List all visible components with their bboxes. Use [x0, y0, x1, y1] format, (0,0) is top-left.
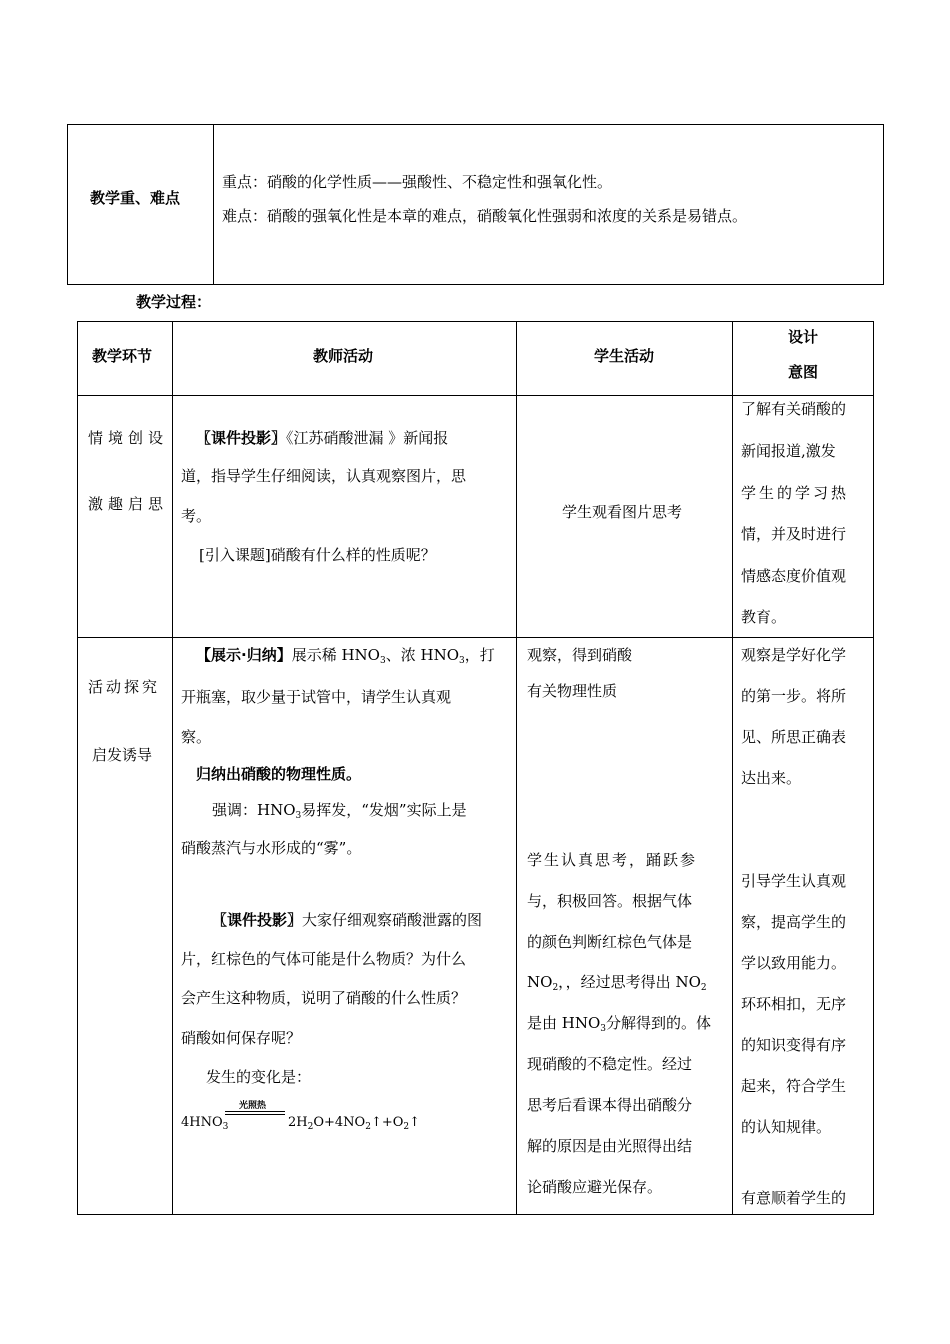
row2-summary: 归纳出硝酸的物理性质。	[196, 765, 362, 783]
header-intent-1: 设计	[788, 328, 819, 346]
row1-stage-line1: 情境创设	[88, 429, 169, 447]
key-point-line: 重点：硝酸的化学性质——强酸性、不稳定性和强氧化性。	[222, 173, 613, 191]
row2-student-rest-2: 解的原因是由光照得出结	[527, 1137, 693, 1155]
row-divider-1	[77, 395, 874, 396]
equation-arrow-line	[225, 1111, 285, 1115]
equation-right: $2H_2O+4NO_2↑+O_2↑$	[288, 1115, 421, 1132]
row2-stage-line2: 启发诱导	[92, 746, 153, 764]
equation-left: $4HNO_3$	[181, 1115, 229, 1132]
courseware-label: 〖课件投影〗	[196, 429, 287, 447]
row2-student-rest-0: 现硝酸的不稳定性。经过	[527, 1055, 693, 1073]
row2-projection-line1: 〖课件投影〗大家仔细观察硝酸泄露的图	[212, 911, 483, 929]
col-divider-1	[172, 321, 173, 1215]
row2-intent-b-6: 的认知规律。	[741, 1118, 832, 1136]
header-teacher: 教师活动	[313, 347, 374, 365]
row2-stage-line1: 活动探究	[88, 678, 161, 696]
difficult-point-line: 难点：硝酸的强氧化性是本章的难点，硝酸氧化性强弱和浓度的关系是易错点。	[222, 207, 748, 225]
row1-teacher-line1: 〖课件投影〗《江苏硝酸泄漏 》新闻报	[196, 429, 449, 447]
row1-stage-line2: 激趣启思	[88, 495, 169, 513]
row1-intent-0: 了解有关硝酸的	[741, 400, 847, 418]
row2-student-think-0: 学生认真思考，踊跃参	[527, 851, 698, 869]
header-intent-2: 意图	[788, 363, 819, 381]
process-heading: 教学过程：	[136, 293, 212, 311]
row1-intent-2: 学生的学习热	[741, 484, 850, 502]
row1-teacher-line3: 考。	[181, 507, 212, 525]
row1-teacher-line4: [引入课题]硝酸有什么样的性质呢？	[199, 546, 436, 564]
row2-intent-b-3: 环环相扣，无序	[741, 995, 847, 1013]
row2-emphasis-line2: 硝酸蒸汽与水形成的“雾”。	[181, 839, 362, 857]
row2-emphasis-line1: 强调：$HNO_3$易挥发，“发烟”实际上是	[212, 801, 467, 821]
key-points-divider	[213, 124, 214, 285]
row2-intent-a-3: 达出来。	[741, 769, 802, 787]
row2-show-line2: 开瓶塞，取少量于试管中，请学生认真观	[181, 688, 452, 706]
row2-intent-a-2: 见、所思正确表	[741, 728, 847, 746]
row2-student-no2: $NO_2$，，经过思考得出 $NO_2$	[527, 973, 707, 993]
row2-intent-b-2: 学以致用能力。	[741, 954, 847, 972]
courseware-label-2: 〖课件投影〗	[212, 911, 303, 929]
row1-intent-3: 情，并及时进行	[741, 525, 847, 543]
row2-student-think-1: 与，积极回答。根据气体	[527, 892, 693, 910]
row1-intent-5: 教育。	[741, 608, 787, 626]
row-divider-2	[77, 637, 874, 638]
row2-student-rest-1: 思考后看课本得出硝酸分	[527, 1096, 693, 1114]
decomposition-equation	[181, 1098, 511, 1138]
row2-student-think-2: 的颜色判断红棕色气体是	[527, 933, 693, 951]
key-points-label: 教学重、难点	[90, 189, 181, 207]
row2-intent-b-0: 引导学生认真观	[741, 872, 847, 890]
row2-projection-line2: 片，红棕色的气体可能是什么物质？为什么	[181, 950, 467, 968]
show-summary-label: 【展示·归纳】	[196, 646, 292, 664]
row2-show-line3: 察。	[181, 728, 212, 746]
row2-intent-b-5: 起来，符合学生	[741, 1077, 847, 1095]
row1-intent-1: 新闻报道,激发	[741, 442, 836, 460]
row2-change-label: 发生的变化是：	[206, 1068, 312, 1086]
row1-teacher-line2: 道，指导学生仔细阅读，认真观察图片，思	[181, 467, 467, 485]
row2-student-obs-1: 观察，得到硝酸	[527, 646, 633, 664]
row2-student-rest-3: 论硝酸应避光保存。	[527, 1178, 663, 1196]
row2-intent-a-1: 的第一步。将所	[741, 687, 847, 705]
row2-show-line1: 【展示·归纳】展示稀 $HNO_3$、浓 $HNO_3$，打	[196, 646, 495, 666]
header-stage: 教学环节	[92, 347, 153, 365]
row2-intent-b-4: 的知识变得有序	[741, 1036, 847, 1054]
row2-projection-line4: 硝酸如何保存呢？	[181, 1029, 302, 1047]
row1-student: 学生观看图片思考	[562, 503, 683, 521]
row2-projection-line3: 会产生这种物质，说明了硝酸的什么性质？	[181, 989, 467, 1007]
row2-student-obs-2: 有关物理性质	[527, 682, 618, 700]
col-divider-3	[732, 321, 733, 1215]
col-divider-2	[516, 321, 517, 1215]
row2-intent-a-0: 观察是学好化学	[741, 646, 847, 664]
row2-intent-c: 有意顺着学生的	[741, 1189, 847, 1207]
row2-student-hno3: 是由 $HNO_3$分解得到的。体	[527, 1014, 712, 1034]
equation-condition: 光照热	[239, 1101, 267, 1111]
row1-intent-4: 情感态度价值观	[741, 567, 847, 585]
row2-intent-b-1: 察，提高学生的	[741, 913, 847, 931]
header-student: 学生活动	[594, 347, 655, 365]
key-points-table	[67, 124, 884, 285]
